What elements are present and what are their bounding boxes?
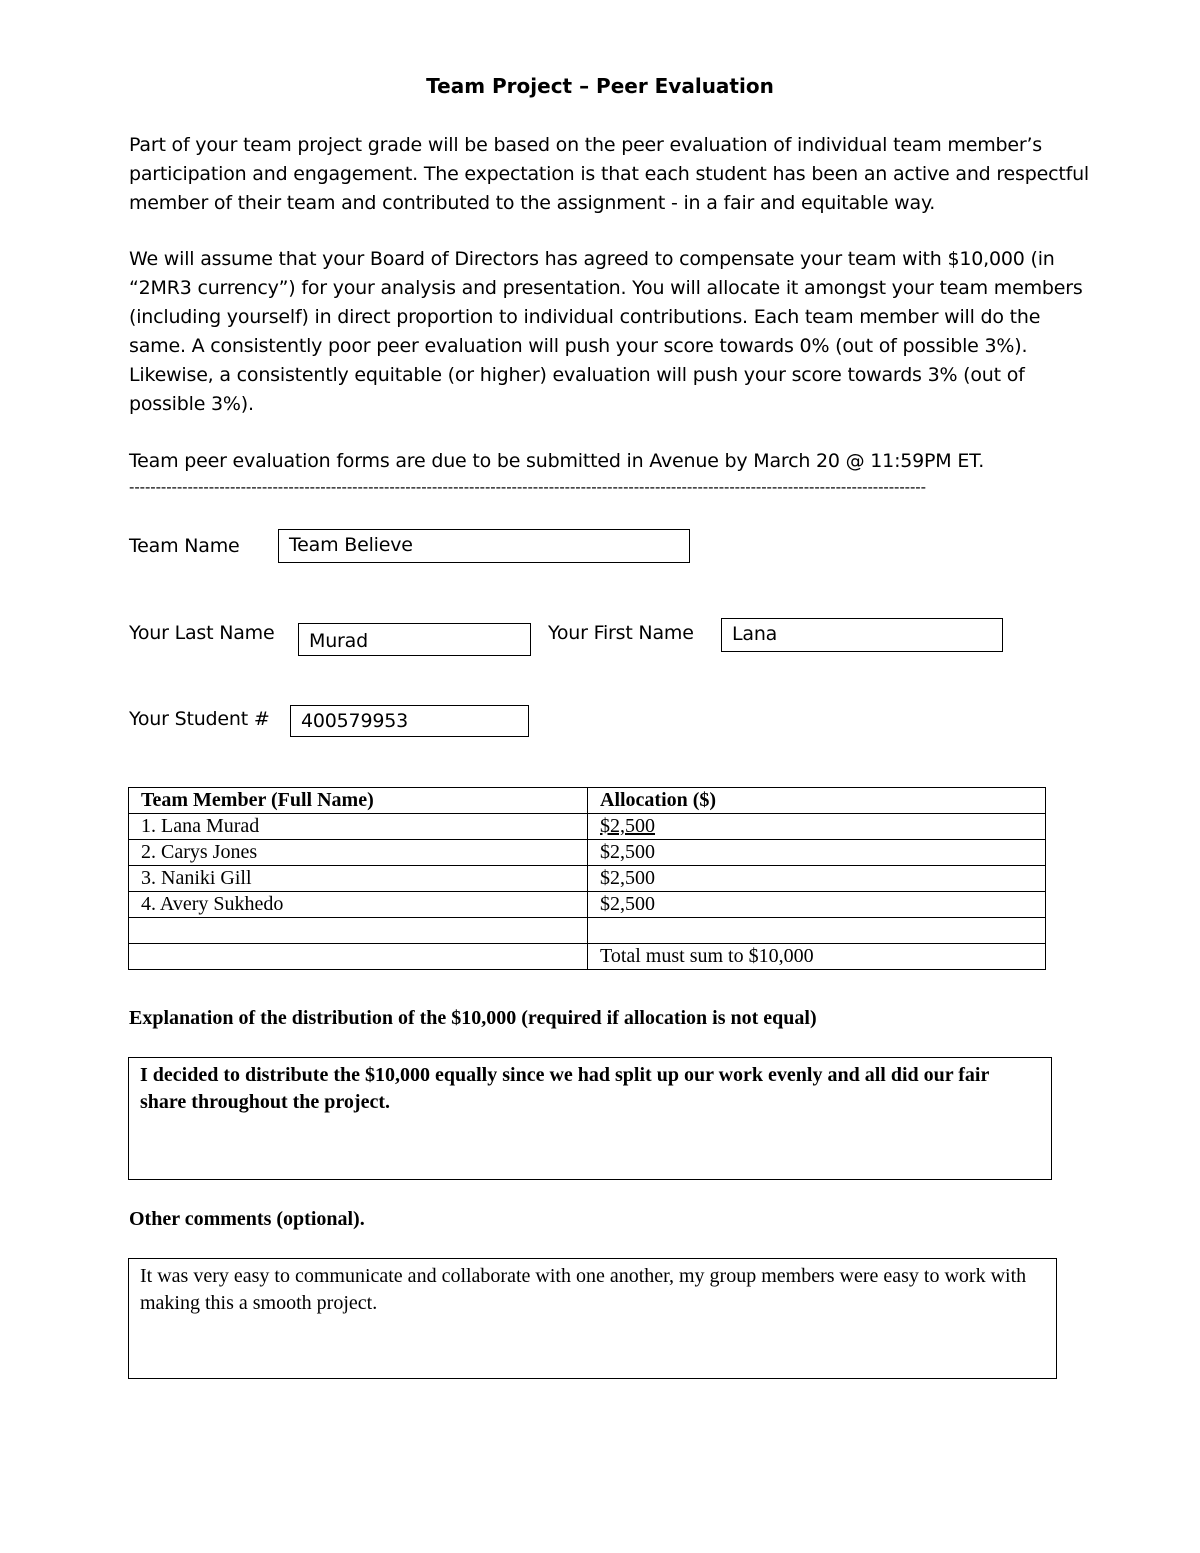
explanation-label: Explanation of the distribution of the $10,000 (required if allocation is not equal) <box>129 1007 817 1029</box>
member-name-cell[interactable] <box>129 918 588 944</box>
first-name-label: Your First Name <box>548 622 694 644</box>
student-number-label: Your Student # <box>129 708 270 730</box>
table-row <box>129 840 1046 866</box>
due-date-text: Team peer evaluation forms are due to be submitted in Avenue by March 20 @ 11:59PM ET. <box>129 450 985 472</box>
member-name-cell[interactable] <box>129 944 588 970</box>
comments-textbox[interactable]: It was very easy to communicate and collaborate with one another, my group members were easy to work with making this a smooth project. <box>128 1258 1057 1379</box>
allocation-cell[interactable]: $2,500 <box>588 892 1046 918</box>
member-name-cell[interactable]: 1. Lana Murad <box>129 814 588 840</box>
team-name-label: Team Name <box>129 535 240 557</box>
member-name-cell[interactable]: 3. Naniki Gill <box>129 866 588 892</box>
comments-label: Other comments (optional). <box>129 1208 365 1230</box>
intro-paragraph-3 <box>129 447 1089 476</box>
team-name-field[interactable]: Team Believe <box>278 529 690 563</box>
table-header-row <box>129 788 1046 814</box>
table-total-row <box>129 944 1046 970</box>
separator-line: ------------------------------------------------------------------------------------------------------------------------------------------------------ <box>129 478 926 496</box>
member-name-cell[interactable]: 4. Avery Sukhedo <box>129 892 588 918</box>
first-name-field[interactable]: Lana <box>721 618 1003 652</box>
last-name-label: Your Last Name <box>129 622 275 644</box>
column-header-allocation: Allocation ($) <box>588 788 1046 814</box>
allocation-cell[interactable]: $2,500 <box>588 866 1046 892</box>
member-name-cell[interactable]: 2. Carys Jones <box>129 840 588 866</box>
last-name-field[interactable]: Murad <box>298 623 531 656</box>
table-row <box>129 892 1046 918</box>
allocation-table <box>128 787 1046 970</box>
allocation-cell[interactable]: $2,500 <box>588 840 1046 866</box>
intro-text-2: We will assume that your Board of Directors has agreed to compensate your team with $10,000 (in “2MR3 currency”) for your analysis and presentation. You will allocate it amongst your team members (including yourself) in direct proportion to individual contributions. Each team member will do the same. A consistently poor peer evaluation will push your score towards 0% (out of possible 3%). Likewise, a consistently equitable (or higher) evaluation will push your score towards 3% (out of possible 3%). <box>129 248 1083 415</box>
allocation-cell[interactable] <box>588 918 1046 944</box>
total-note-cell: Total must sum to $10,000 <box>588 944 1046 970</box>
table-row <box>129 866 1046 892</box>
allocation-cell[interactable] <box>588 814 1046 840</box>
column-header-member: Team Member (Full Name) <box>129 788 588 814</box>
intro-paragraph-1 <box>129 131 1089 218</box>
intro-text-1: Part of your team project grade will be based on the peer evaluation of individual team member’s participation and engagement. The expectation is that each student has been an active and respectful member of their team and contributed to the assignment - in a fair and equitable way. <box>129 134 1090 214</box>
page-title: Team Project – Peer Evaluation <box>426 74 774 98</box>
table-row <box>129 918 1046 944</box>
allocation-value: $2,500 <box>600 815 655 837</box>
intro-paragraph-2 <box>129 245 1089 419</box>
student-number-field[interactable]: 400579953 <box>290 705 529 737</box>
explanation-textbox[interactable]: I decided to distribute the $10,000 equally since we had split up our work evenly and all did our fair share throughout the project. <box>128 1057 1052 1180</box>
table-row <box>129 814 1046 840</box>
